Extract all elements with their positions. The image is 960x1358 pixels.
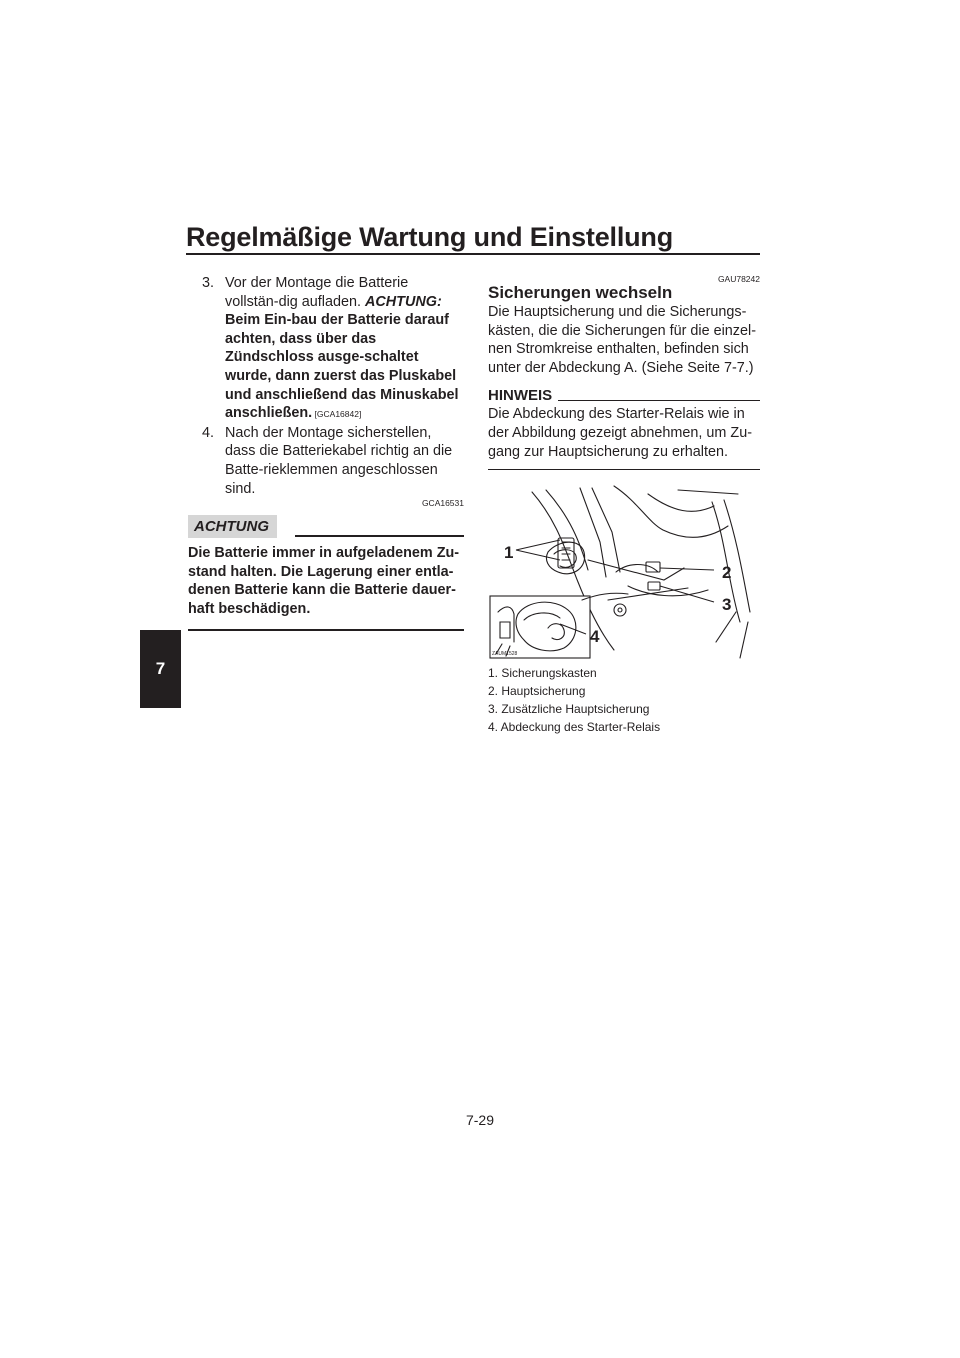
page-title: Regelmäßige Wartung und Einstellung: [186, 222, 674, 252]
notice-label: ACHTUNG: [188, 515, 277, 538]
step-4-text: Nach der Montage sicherstellen, dass die Batteriekabel richtig an die Batte-rieklemmen angeschlossen sind.: [225, 424, 453, 497]
step-3: [202, 274, 464, 424]
callout-1: 1: [504, 543, 514, 563]
section-heading: Sicherungen wechseln: [488, 283, 673, 302]
step-number: 3.: [202, 275, 215, 291]
fuse-illustration-drawing: [488, 482, 760, 660]
step-3-code: [GCA16842]: [312, 409, 362, 420]
page-number: 7-29: [465, 1112, 495, 1128]
section-body: Die Hauptsicherung und die Sicherungs-kästen, die die Sicherungen für die einzel-nen Stromkreise enthalten, befinden sich unter der Abdeckung A. (Siehe Seite 7-7.): [488, 304, 756, 376]
legend-item: 2. Hauptsicherung: [488, 684, 586, 699]
figure-legend: [488, 664, 760, 736]
figure-code: ZAUM1528: [492, 651, 518, 658]
left-column: [188, 274, 464, 631]
step-number: 4.: [202, 424, 215, 441]
legend-item: 4. Abdeckung des Starter-Relais: [488, 720, 661, 735]
notice-rule: [295, 535, 464, 537]
step-3-caution-label: ACHTUNG:: [365, 293, 442, 310]
hinweis-header: [488, 387, 760, 405]
notice-text: Die Batterie immer in aufgeladenem Zu-stand halten. Die Lagerung einer entla-denen Batterie kann die Batterie dauer-haft beschädigen.: [188, 545, 460, 617]
hinweis-end-rule: [488, 469, 760, 470]
callout-3: 3: [722, 595, 732, 615]
section-code: GAU78242: [717, 274, 760, 284]
step-3-caution-text: Beim Ein-bau der Batterie darauf achten, dass über das Zündschloss ausge-schaltet wurde, dann zuerst das Pluskabel und anschließend das Minuskabel anschließen.: [225, 312, 459, 422]
hinweis-text: Die Abdeckung des Starter-Relais wie in der Abbildung gezeigt abnehmen, um Zu-gang zur Hauptsicherung zu erhalten.: [488, 406, 752, 460]
fuse-illustration: [488, 482, 760, 660]
callout-2: 2: [722, 563, 732, 583]
callout-4: 4: [590, 627, 600, 647]
hinweis-rule: [558, 400, 760, 401]
legend-item: 3. Zusätzliche Hauptsicherung: [488, 702, 650, 717]
right-column: [488, 274, 760, 736]
hinweis-label: HINWEIS: [488, 387, 553, 405]
step-3-text: Vor der Montage die Batterie vollstän-dig aufladen.: [225, 275, 409, 310]
notice-header: [188, 515, 464, 538]
notice-code: GCA16531: [421, 498, 464, 509]
legend-item: 1. Sicherungskasten: [488, 666, 597, 681]
chapter-tab: 7: [140, 630, 181, 708]
title-rule: [186, 253, 760, 255]
notice-end-rule: [188, 629, 464, 631]
step-text: [225, 274, 464, 424]
step-4: [202, 424, 464, 498]
